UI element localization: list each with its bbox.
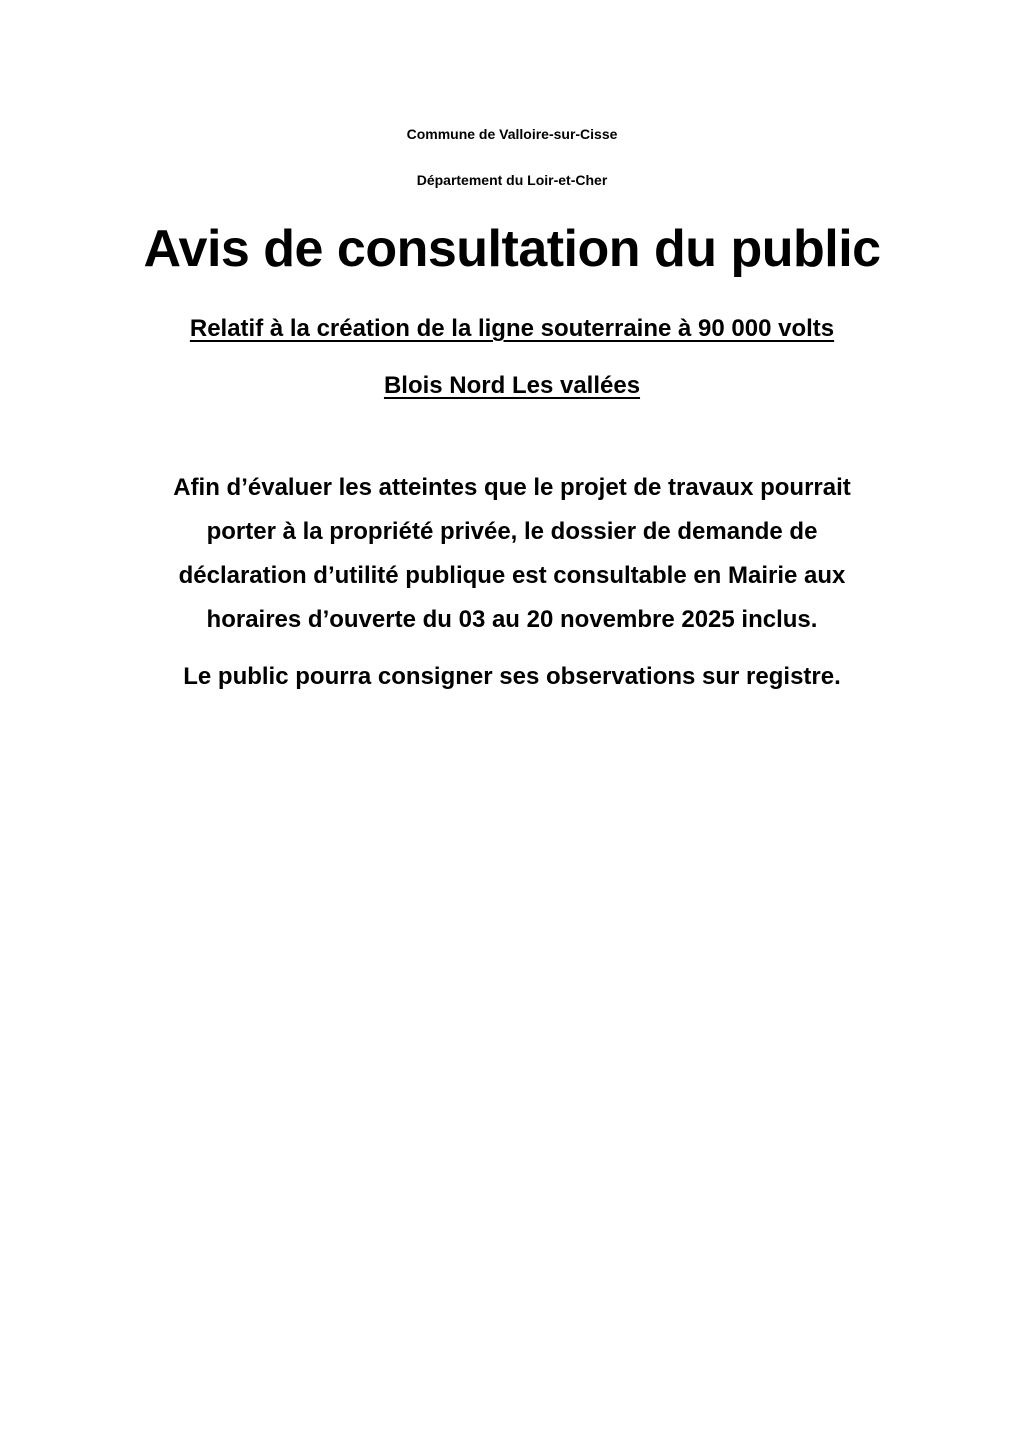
body-line-3: déclaration d’utilité publique est consultable en Mairie aux [178,562,846,589]
body-line-2: porter à la propriété privée, le dossier de demande de [206,518,818,545]
body-line-4: horaires d’ouverte du 03 au 20 novembre 2025 inclus. [206,606,818,633]
departement-name: Département du Loir-et-Cher [416,172,608,188]
body-line-1: Afin d’évaluer les atteintes que le projet de travaux pourrait [173,474,851,501]
closing-statement: Le public pourra consigner ses observations sur registre. [183,663,841,690]
subtitle-line-2: Blois Nord Les vallées [383,372,641,399]
notice-title: Avis de consultation du public [143,220,881,278]
subtitle-line-1: Relatif à la création de la ligne souterraine à 90 000 volts [189,315,835,342]
commune-name: Commune de Valloire-sur-Cisse [406,126,618,142]
